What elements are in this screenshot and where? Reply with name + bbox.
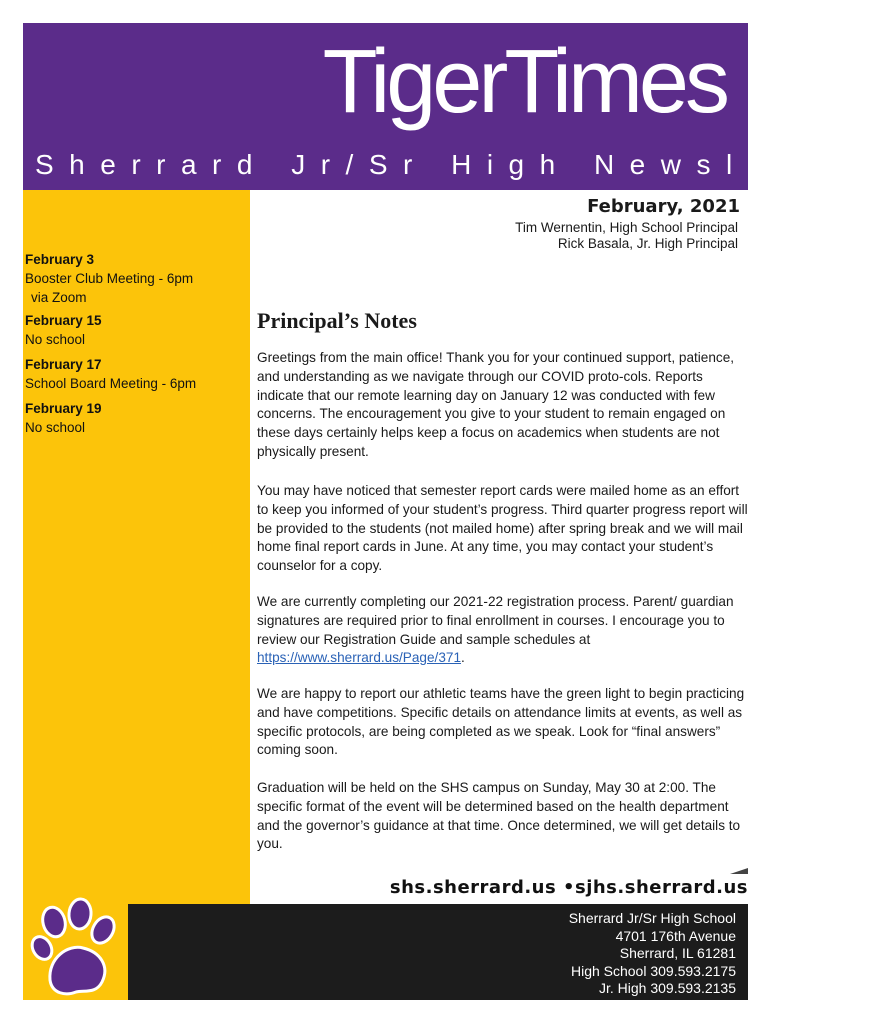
- event-date: February 19: [25, 401, 102, 416]
- registration-guide-link[interactable]: https://www.sherrard.us/Page/371: [257, 650, 462, 666]
- notes-paragraph-3-end: .: [461, 650, 465, 666]
- notes-paragraph-5: Graduation will be held on the SHS campus on Sunday, May 30 at 2:00. The specific format of the event will be determined based on the health department and the governor’s guidance at that time. Once determined, we will get details to you.: [257, 780, 741, 852]
- issue-date: February, 2021: [587, 196, 740, 217]
- address-line: 4701 176th Avenue: [615, 927, 736, 944]
- principals-notes-heading: Principal’s Notes: [257, 308, 417, 333]
- address-line: Sherrard Jr/Sr High School: [568, 910, 736, 926]
- event-description: School Board Meeting - 6pm: [25, 376, 197, 391]
- notes-paragraph-1: Greetings from the main office! Thank you for your continued support, patience, and understanding as we navigate through our COVID proto-cols. Reports indicate that our remote learning day on January 12 was conducted with few concerns. The encouragement you give to your student to remain engaged on these days certainly helps keep a focus on academics when students are not physically present.: [257, 350, 735, 459]
- decorative-wedge: [730, 868, 748, 874]
- paw-print-icon: [28, 900, 128, 1000]
- notes-paragraph-3: [257, 593, 750, 668]
- address-footer: [128, 904, 748, 1000]
- notes-paragraph-4: We are happy to report our athletic teams have the green light to begin practicing and have competitions. Specific details on attendance limits at events, as well as specific protocols, are being completed as we speak. Look for “final answers” coming soon.: [257, 686, 745, 758]
- event-date: February 17: [25, 357, 102, 372]
- event-item: [25, 355, 196, 393]
- address-line: Sherrard, IL 61281: [619, 945, 736, 961]
- masthead: [23, 23, 881, 190]
- event-item: [25, 399, 102, 437]
- event-description-cont: via Zoom: [31, 290, 87, 305]
- notes-paragraph-2: You may have noticed that semester report cards were mailed home as an effort to keep you informed of your student’s progress. Third quarter progress report will be provided to the students (not mailed home) after spring break and we will mail home final report cards in June. At any time, you may contact your student’s counselor for a copy.: [257, 483, 748, 574]
- event-date: February 3: [25, 252, 95, 267]
- event-item: [25, 311, 102, 349]
- phone-line: High School 309.593.2175: [570, 962, 736, 979]
- principal-hs: Tim Wernentin, High School Principal: [515, 220, 738, 235]
- school-address: [569, 910, 736, 998]
- events-sidebar: [23, 190, 250, 1000]
- school-websites: shs.sherrard.us •sjhs.sherrard.us: [389, 877, 748, 898]
- notes-paragraph-3-text: We are currently completing our 2021-22 registration process. Parent/ guardian signatures are required prior to final enrollment in courses. I encourage you to review our Registration Guide and sample schedules at: [257, 594, 734, 647]
- principal-jh: Rick Basala, Jr. High Principal: [557, 236, 738, 251]
- event-description: No school: [25, 420, 86, 435]
- event-item: [25, 250, 193, 307]
- event-description: No school: [25, 332, 86, 347]
- newsletter-title: TigerTimes: [322, 32, 726, 132]
- newsletter-subtitle: Sherrard Jr/Sr High Newsletter: [35, 149, 881, 180]
- phone-line: Jr. High 309.593.2135: [599, 980, 736, 996]
- event-description: Booster Club Meeting - 6pm: [25, 271, 194, 286]
- event-date: February 15: [25, 313, 102, 328]
